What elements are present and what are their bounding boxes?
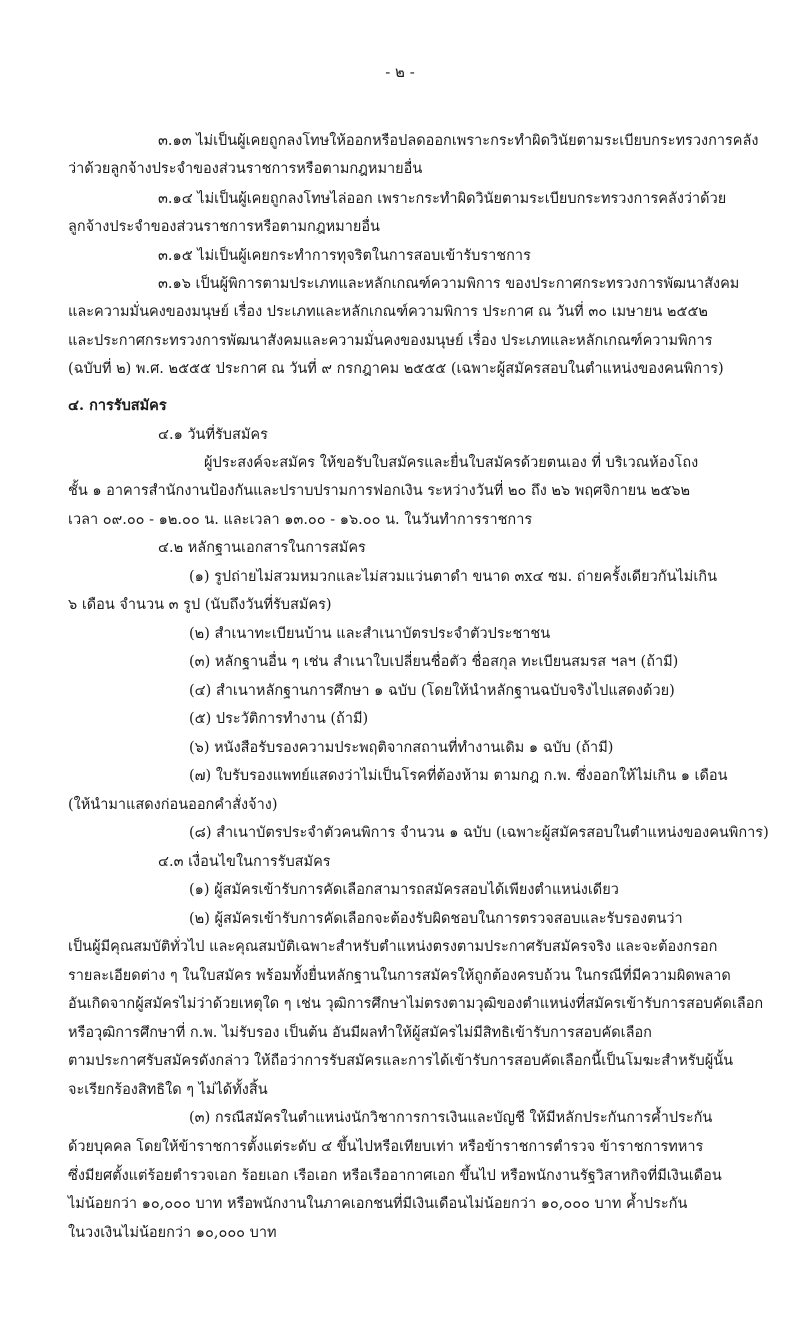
text-line: และประกาศกระทรวงการพัฒนาสังคมและความมั่นคงของมนุษย์ เรื่อง ประเภทและหลักเกณฑ์ความพิการ	[68, 333, 713, 349]
text-line: ลูกจ้างประจำของส่วนราชการหรือตามกฎหมายอื่น	[68, 219, 380, 235]
text-line: และความมั่นคงของมนุษย์ เรื่อง ประเภทและหลักเกณฑ์ความพิการ ประกาศ ณ วันที่ ๓๐ เมษายน ๒๕๕๒	[68, 304, 708, 320]
text-line: (๓) หลักฐานอื่น ๆ เช่น สำเนาใบเปลี่ยนชื่อตัว ชื่อสกุล ทะเบียนสมรส ฯลฯ (ถ้ามี)	[189, 654, 679, 670]
text-line: ซึ่งมียศตั้งแต่ร้อยตำรวจเอก ร้อยเอก เรือเอก หรือเรืออากาศเอก ขึ้นไป หรือพนักงานรัฐวิสาหกิจที่มีเงินเดือน	[68, 1168, 722, 1184]
text-line: ๓.๑๖ เป็นผู้พิการตามประเภทและหลักเกณฑ์ความพิการ ของประกาศกระทรวงการพัฒนาสังคม	[158, 276, 740, 292]
text-line: ในวงเงินไม่น้อยกว่า ๑๐,๐๐๐ บาท	[68, 1225, 277, 1241]
section-heading: ๔. การรับสมัคร	[68, 397, 167, 414]
text-line: อันเกิดจากผู้สมัครไม่ว่าด้วยเหตุใด ๆ เช่น วุฒิการศึกษาไม่ตรงตามวุฒิของตำแหน่งที่สมัครเข้ารับการสอบคัดเลือก	[68, 996, 764, 1012]
text-line: รายละเอียดต่าง ๆ ในใบสมัคร พร้อมทั้งยื่นหลักฐานในการสมัครให้ถูกต้องครบถ้วน ในกรณีที่มีความผิดพลาด	[68, 968, 731, 984]
text-line: ตามประกาศรับสมัครดังกล่าว ให้ถือว่าการรับสมัครและการได้เข้ารับการสอบคัดเลือกนี้เป็นโมฆะสำหรับผู้นั้น	[68, 1053, 734, 1069]
text-line: (๒) ผู้สมัครเข้ารับการคัดเลือกจะต้องรับผิดชอบในการตรวจสอบและรับรองตนว่า	[189, 911, 683, 927]
text-line: เวลา ๐๙.๐๐ - ๑๒.๐๐ น. และเวลา ๑๓.๐๐ - ๑๖.๐๐ น. ในวันทำการราชการ	[68, 512, 533, 528]
text-line: ผู้ประสงค์จะสมัคร ให้ขอรับใบสมัครและยื่นใบสมัครด้วยตนเอง ที่ บริเวณห้องโถง	[204, 455, 699, 471]
page-number: - ๒ -	[385, 63, 415, 81]
subsection-heading: ๔.๑ วันที่รับสมัคร	[158, 427, 268, 443]
text-line: (๖) หนังสือรับรองความประพฤติจากสถานที่ทำงานเดิม ๑ ฉบับ (ถ้ามี)	[189, 740, 614, 756]
text-line: ชั้น ๑ อาคารสำนักงานป้องกันและปราบปรามการฟอกเงิน ระหว่างวันที่ ๒๐ ถึง ๒๖ พฤศจิกายน ๒๕๖๒	[68, 483, 691, 499]
text-line: (๑) รูปถ่ายไม่สวมหมวกและไม่สวมแว่นตาดำ ขนาด ๓x๔ ซม. ถ่ายครั้งเดียวกันไม่เกิน	[189, 569, 717, 585]
text-line: ๓.๑๕ ไม่เป็นผู้เคยกระทำการทุจริตในการสอบเข้ารับราชการ	[158, 248, 531, 264]
subsection-heading: ๔.๓ เงื่อนไขในการรับสมัคร	[158, 854, 331, 870]
text-line: (๓) กรณีสมัครในตำแหน่งนักวิชาการการเงินและบัญชี ให้มีหลักประกันการค้ำประกัน	[189, 1110, 713, 1126]
text-line: ๖ เดือน จำนวน ๓ รูป (นับถึงวันที่รับสมัคร)	[68, 597, 332, 613]
text-line: ไม่น้อยกว่า ๑๐,๐๐๐ บาท หรือพนักงานในภาคเอกชนที่มีเงินเดือนไม่น้อยกว่า ๑๐,๐๐๐ บาท ค้ำประกัน	[68, 1196, 688, 1212]
text-line: (๔) สำเนาหลักฐานการศึกษา ๑ ฉบับ (โดยให้นำหลักฐานฉบับจริงไปแสดงด้วย)	[189, 683, 675, 699]
text-line: (๕) ประวัติการทำงาน (ถ้ามี)	[189, 711, 369, 727]
subsection-heading: ๔.๒ หลักฐานเอกสารในการสมัคร	[158, 540, 366, 556]
text-line: เป็นผู้มีคุณสมบัติทั่วไป และคุณสมบัติเฉพาะสำหรับตำแหน่งตรงตามประกาศรับสมัครจริง และจะต้องกรอก	[68, 939, 718, 955]
text-line: หรือวุฒิการศึกษาที่ ก.พ. ไม่รับรอง เป็นต้น อันมีผลทำให้ผู้สมัครไม่มีสิทธิเข้ารับการสอบคัดเลือก	[68, 1025, 652, 1041]
text-line: (๒) สำเนาทะเบียนบ้าน และสำเนาบัตรประจำตัวประชาชน	[189, 626, 551, 642]
text-line: (ให้นำมาแสดงก่อนออกคำสั่งจ้าง)	[68, 797, 278, 813]
text-line: จะเรียกร้องสิทธิใด ๆ ไม่ได้ทั้งสิ้น	[68, 1082, 268, 1098]
text-line: (๘) สำเนาบัตรประจำตัวคนพิการ จำนวน ๑ ฉบับ (เฉพาะผู้สมัครสอบในตำแหน่งของคนพิการ)	[189, 825, 769, 841]
text-line: ด้วยบุคคล โดยให้ข้าราชการตั้งแต่ระดับ ๔ ขึ้นไปหรือเทียบเท่า หรือข้าราชการตำรวจ ข้าราชการทหาร	[68, 1139, 704, 1155]
text-line: ๓.๑๓ ไม่เป็นผู้เคยถูกลงโทษให้ออกหรือปลดออกเพราะกระทำผิดวินัยตามระเบียบกระทรวงการคลัง	[158, 133, 759, 149]
text-line: (๑) ผู้สมัครเข้ารับการคัดเลือกสามารถสมัครสอบได้เพียงตำแหน่งเดียว	[189, 882, 619, 898]
text-line: ๓.๑๔ ไม่เป็นผู้เคยถูกลงโทษไล่ออก เพราะกระทำผิดวินัยตามระเบียบกระทรวงการคลังว่าด้วย	[158, 191, 727, 207]
text-line: (๗) ใบรับรองแพทย์แสดงว่าไม่เป็นโรคที่ต้องห้าม ตามกฎ ก.พ. ซึ่งออกให้ไม่เกิน ๑ เดือน	[189, 768, 728, 784]
text-line: (ฉบับที่ ๒) พ.ศ. ๒๕๕๕ ประกาศ ณ วันที่ ๙ กรกฎาคม ๒๕๕๕ (เฉพาะผู้สมัครสอบในตำแหน่งของคนพิการ)	[68, 361, 724, 377]
text-line: ว่าด้วยลูกจ้างประจำของส่วนราชการหรือตามกฎหมายอื่น	[68, 161, 423, 177]
